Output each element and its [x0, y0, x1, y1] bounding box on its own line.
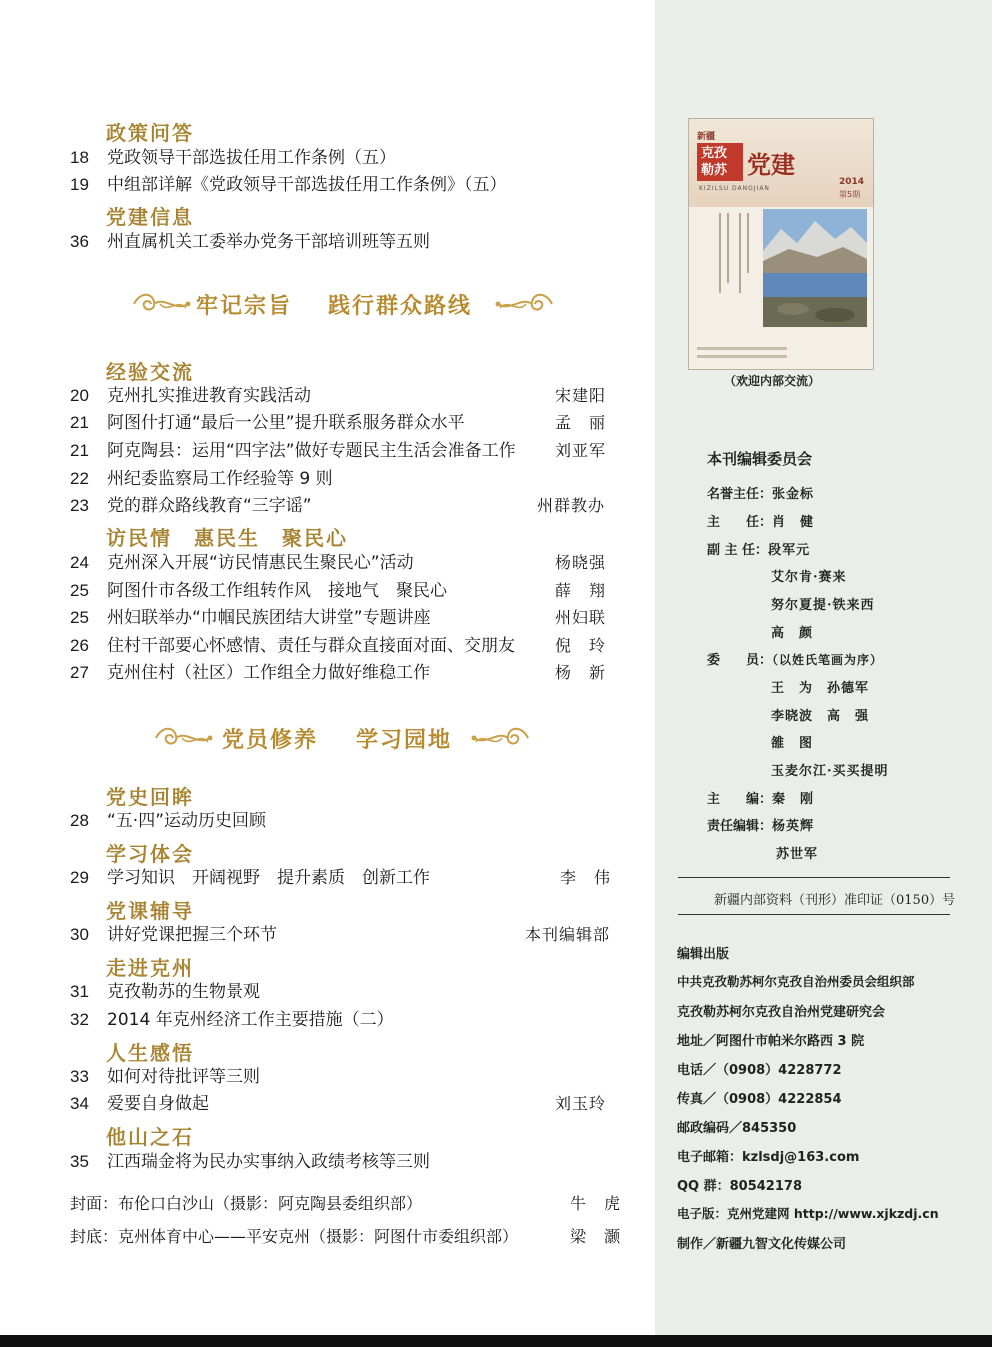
entry-title: 住村干部要心怀感情、责任与群众直接面对面、交朋友 — [107, 636, 515, 656]
editorial-value: 雒 图 — [771, 736, 814, 751]
cover-issue: 第5期 — [839, 190, 861, 199]
cover-text-line — [727, 213, 729, 283]
bottom-bar — [0, 1335, 992, 1347]
divider — [678, 914, 950, 915]
back-cover-credit — [70, 1224, 518, 1247]
cover-text-line — [747, 213, 749, 273]
cover-thumbnail[interactable] — [688, 118, 874, 370]
page-number: 25 — [70, 581, 89, 600]
editorial-row — [771, 622, 813, 641]
entry-author: 刘玉玲 — [555, 1094, 607, 1113]
right-flourish-icon — [494, 290, 556, 318]
entry-title: 江西瑞金将为民办实事纳入政绩考核等三则 — [107, 1152, 430, 1172]
cover-caption: （欢迎内部交流） — [724, 374, 821, 388]
entry-author: 宋建阳 — [555, 386, 607, 405]
entry-title: 州妇联举办“巾帼民族团结大讲堂”专题讲座 — [107, 608, 431, 628]
editorial-label: 名誉主任： — [707, 487, 773, 502]
entry-title: 2014 年克州经济工作主要措施（二） — [107, 1010, 394, 1030]
entry-title: 阿图什打通“最后一公里”提升联系服务群众水平 — [107, 413, 465, 433]
publisher-heading: 编辑出版 — [677, 947, 730, 962]
editorial-value: 段军元 — [768, 543, 811, 558]
cover-logo-line2: 勒苏 — [701, 163, 728, 178]
back-credit-label: 封底：克州体育中心——平安克州（摄影：阿图什市委组织部） — [70, 1227, 519, 1246]
entry-title: “五·四”运动历史回顾 — [107, 811, 267, 831]
publisher-qq-group: QQ 群：80542178 — [677, 1179, 802, 1194]
entry-title: 克州扎实推进教育实践活动 — [107, 386, 311, 406]
page-number: 21 — [70, 441, 89, 460]
editorial-value: （以姓氏笔画为序） — [772, 653, 884, 667]
entry-title: 党的群众路线教育“三字谣” — [107, 496, 312, 516]
editorial-value: 杨英辉 — [772, 819, 815, 834]
editorial-label: 副 主 任： — [707, 543, 769, 558]
editorial-value: 努尔夏提·铁来西 — [771, 598, 875, 613]
editorial-row — [771, 760, 889, 779]
page-number: 29 — [70, 868, 89, 887]
publisher-phone: 电话／（0908）4228772 — [677, 1063, 842, 1078]
entry-title: 克州深入开展“访民情惠民生聚民心”活动 — [107, 553, 414, 573]
editorial-row — [771, 732, 813, 751]
section-heading: 党课辅导 — [106, 899, 194, 923]
cover-footer-line — [697, 355, 787, 358]
cover-title: 党建 — [747, 150, 795, 179]
entry-author: 薛 翔 — [555, 581, 607, 600]
section-heading: 他山之石 — [106, 1125, 194, 1149]
editorial-value: 高 颜 — [771, 626, 814, 641]
banner-right-text: 践行群众路线 — [328, 294, 473, 319]
section-heading: 学习体会 — [106, 842, 194, 866]
right-flourish-icon — [470, 724, 532, 752]
publisher-postcode: 邮政编码／845350 — [677, 1121, 797, 1136]
banner-left-text: 牢记宗旨 — [196, 294, 293, 319]
section-heading: 走进克州 — [106, 956, 194, 980]
banner-right-text: 学习园地 — [356, 728, 453, 753]
entry-title: 州纪委监察局工作经验等 9 则 — [107, 469, 333, 489]
editorial-value: 苏世军 — [776, 847, 819, 862]
publisher-org: 中共克孜勒苏柯尔克孜自治州委员会组织部 — [677, 974, 915, 989]
cover-logo-block — [697, 143, 743, 181]
entry-author: 孟 丽 — [555, 413, 607, 432]
page-number: 18 — [70, 148, 89, 167]
editorial-row — [771, 594, 875, 613]
entry-author: 李 伟 — [560, 868, 612, 887]
entry-title: 阿克陶县：运用“四字法”做好专题民主生活会准备工作 — [107, 441, 516, 461]
section-heading: 访民情 惠民生 聚民心 — [106, 526, 348, 550]
publisher-website[interactable]: 电子版：克州党建网 http://www.xjkzdj.cn — [677, 1206, 939, 1221]
cover-text-line — [739, 213, 741, 293]
editorial-value: 肖 健 — [772, 515, 815, 530]
entry-title: 中组部详解《党政领导干部选拔任用工作条例》（五） — [107, 175, 507, 195]
editorial-row — [707, 483, 814, 502]
back-credit-author: 梁 灏 — [570, 1227, 622, 1246]
editorial-row — [707, 815, 814, 834]
cover-year: 2014 — [839, 177, 865, 187]
page-number: 34 — [70, 1094, 89, 1113]
cover-credit-author: 牛 虎 — [570, 1194, 622, 1213]
section-banner — [130, 718, 560, 758]
entry-title: 党政领导干部选拔任用工作条例（五） — [107, 148, 396, 168]
page-number: 21 — [70, 413, 89, 432]
editorial-value: 张金标 — [772, 487, 815, 502]
page-number: 23 — [70, 496, 89, 515]
editorial-label: 责任编辑： — [707, 819, 773, 834]
page-number: 31 — [70, 982, 89, 1001]
entry-author: 州群教办 — [537, 496, 606, 515]
banner-left-text: 党员修养 — [222, 728, 319, 753]
section-heading: 党史回眸 — [106, 785, 194, 809]
entry-title: 克州住村（社区）工作组全力做好维稳工作 — [107, 663, 430, 683]
entry-title: 学习知识 开阔视野 提升素质 创新工作 — [107, 868, 430, 888]
editorial-value: 李晓波 高 强 — [771, 709, 870, 724]
entry-title: 如何对待批评等三则 — [107, 1067, 260, 1087]
page-number: 33 — [70, 1067, 89, 1086]
page-number: 28 — [70, 811, 89, 830]
cover-pinyin: KIZILSU DANGJIAN — [699, 185, 770, 192]
publisher-org: 克孜勒苏柯尔克孜自治州党建研究会 — [677, 1005, 886, 1020]
entry-author: 刘亚军 — [555, 441, 607, 460]
editorial-row — [707, 511, 814, 530]
editorial-label: 主 任： — [707, 515, 773, 530]
editorial-row — [707, 539, 810, 558]
section-heading: 政策问答 — [106, 121, 194, 145]
editorial-row — [776, 843, 818, 862]
editorial-value: 王 为 孙德军 — [771, 681, 870, 696]
cover-credit — [70, 1191, 422, 1214]
page-number: 27 — [70, 663, 89, 682]
publisher-address: 地址／阿图什市帕米尔路西 3 院 — [677, 1034, 865, 1049]
divider — [678, 877, 950, 878]
page-number: 35 — [70, 1152, 89, 1171]
editorial-value: 艾尔肯·赛来 — [771, 570, 847, 585]
editorial-row — [771, 705, 869, 724]
entry-author: 州妇联 — [555, 608, 607, 627]
left-flourish-icon — [152, 724, 214, 752]
section-heading: 人生感悟 — [106, 1041, 194, 1065]
editorial-label: 委 员： — [707, 653, 773, 668]
cover-credit-label: 封面：布伦口白沙山（摄影：阿克陶县委组织部） — [70, 1194, 423, 1213]
entry-title: 讲好党课把握三个环节 — [107, 925, 277, 945]
editorial-row — [707, 788, 814, 807]
cover-logo-line1: 克孜 — [701, 146, 728, 161]
page-number: 22 — [70, 469, 89, 488]
editorial-row — [771, 677, 869, 696]
entry-title: 爱要自身做起 — [107, 1094, 209, 1114]
page-number: 25 — [70, 608, 89, 627]
cover-landscape-image — [763, 209, 867, 327]
entry-author: 杨晓强 — [555, 553, 607, 572]
page-number: 19 — [70, 175, 89, 194]
page-number: 36 — [70, 232, 89, 251]
page-number: 30 — [70, 925, 89, 944]
entry-title: 克孜勒苏的生物景观 — [107, 982, 260, 1002]
cover-footer-line — [697, 347, 787, 350]
cover-text-line — [719, 213, 721, 293]
entry-author: 倪 玲 — [555, 636, 607, 655]
editorial-title: 本刊编辑委员会 — [707, 450, 813, 468]
publisher-email[interactable]: 电子邮箱：kzlsdj@163.com — [677, 1150, 860, 1165]
editorial-row — [707, 649, 883, 668]
entry-title: 阿图什市各级工作组转作风 接地气 聚民心 — [107, 581, 447, 601]
editorial-value: 玉麦尔江·买买提明 — [771, 764, 889, 779]
section-heading: 经验交流 — [106, 360, 194, 384]
page-number: 26 — [70, 636, 89, 655]
page-number: 32 — [70, 1010, 89, 1029]
page-number: 20 — [70, 386, 89, 405]
print-permit: 新疆内部资料（刊形）准印证（0150）号 — [714, 893, 956, 908]
editorial-value: 秦 刚 — [772, 792, 815, 807]
publisher-fax: 传真／（0908）4222854 — [677, 1092, 842, 1107]
section-banner — [130, 284, 560, 324]
publisher-production: 制作／新疆九智文化传媒公司 — [677, 1237, 847, 1252]
page-number: 24 — [70, 553, 89, 572]
cover-small-label: 新疆 — [697, 132, 716, 142]
section-heading: 党建信息 — [106, 205, 194, 229]
entry-author: 杨 新 — [555, 663, 607, 682]
entry-author: 本刊编辑部 — [525, 925, 611, 944]
entry-title: 州直属机关工委举办党务干部培训班等五则 — [107, 232, 430, 252]
left-flourish-icon — [130, 290, 192, 318]
editorial-label: 主 编： — [707, 792, 773, 807]
editorial-row — [771, 566, 847, 585]
